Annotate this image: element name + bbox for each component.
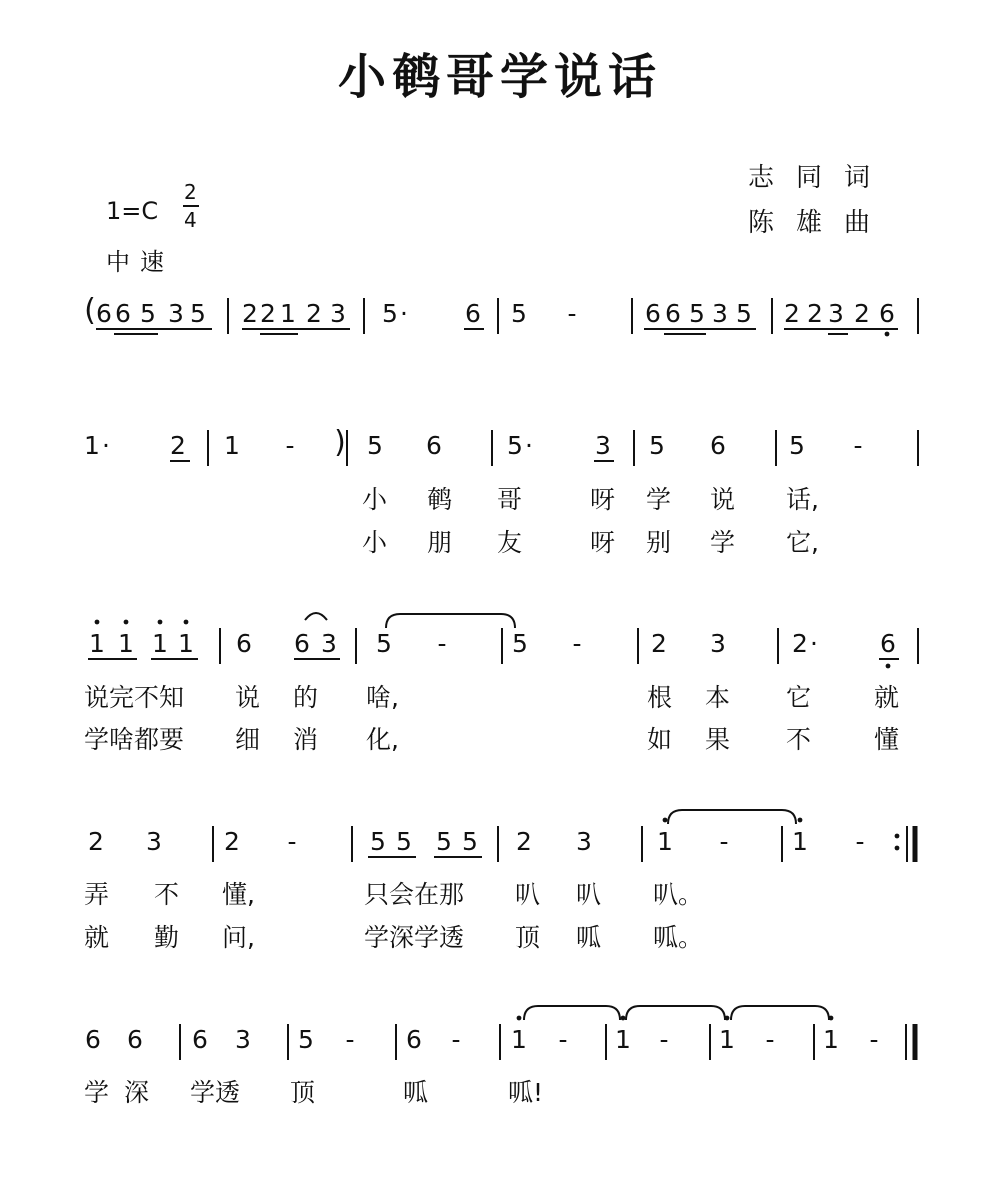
augmentation-dot: · [400,299,408,328]
note: 3 [168,299,184,328]
lyric-syllable: 不 [154,880,180,909]
note: 1 [657,827,673,856]
repeat-dot [895,846,900,851]
lyric-syllable: 呱。 [653,923,704,952]
lyric-syllable: 小 [362,485,388,514]
note: 6 [665,299,681,328]
lyric-syllable: 细 [235,725,261,754]
dash: - [567,299,577,328]
note: 6 [710,431,726,460]
key-signature: 1=C [106,197,159,225]
dash: - [659,1025,669,1054]
note: 3 [330,299,346,328]
dash: - [285,431,295,460]
lyric-syllable: 它 [786,683,812,712]
tie [668,810,796,824]
close-paren: ) [334,425,346,460]
note: 5 [689,299,705,328]
note: 2 [792,629,808,658]
note: 6 [465,299,481,328]
lyric-syllable: 叭 [515,880,541,909]
lyric-syllable: 呀 [590,528,616,557]
dash: - [572,629,582,658]
note: 6 [294,629,310,658]
lyric-syllable: 就 [84,923,110,952]
note: 5 [370,827,386,856]
dash: - [869,1025,879,1054]
lyric-syllable: 话, [786,485,819,514]
dash: - [437,629,447,658]
high-octave-dot [124,620,129,625]
lyric-syllable: 根 [647,683,673,712]
dash: - [719,827,729,856]
high-octave-dot [663,818,668,823]
composer-credit: 陈雄曲 [748,208,893,238]
lyric-syllable: 懂, [222,880,255,909]
note: 5 [512,629,528,658]
note: 2 [854,299,870,328]
note: 5 [298,1025,314,1054]
note: 1 [511,1025,527,1054]
note: 3 [235,1025,251,1054]
slur [305,613,327,620]
note: 2 [807,299,823,328]
high-octave-dot [798,818,803,823]
lyric-syllable: 它, [786,528,819,557]
note: 2 [224,827,240,856]
note: 2 [88,827,104,856]
note: 3 [576,827,592,856]
augmentation-dot: · [102,431,110,460]
low-octave-dot [885,332,890,337]
lyric-syllable: 朋 [427,528,453,557]
tie [386,614,515,628]
note: 3 [595,431,611,460]
lyric-syllable: 学 [84,1078,110,1107]
dash: - [451,1025,461,1054]
lyric-syllable: 懂 [874,725,900,754]
note: 6 [85,1025,101,1054]
note: 2 [242,299,258,328]
lyric-syllable: 不 [786,725,812,754]
song-title: 小鹌哥学说话 [337,49,662,105]
lyric-syllable: 勤 [154,923,180,952]
lyric-syllable: 呀 [590,485,616,514]
note: 5 [649,431,665,460]
lyric-syllable: 学 [710,528,736,557]
note: 5 [367,431,383,460]
lyric-syllable: 学啥都要 [84,725,185,754]
time-signature-bottom: 4 [184,208,197,232]
lyric-syllable: 叭 [576,880,602,909]
lyric-syllable: 呱 [576,923,602,952]
note: 6 [127,1025,143,1054]
note: 5 [382,299,398,328]
note: 5 [511,299,527,328]
note: 1 [280,299,296,328]
lyric-syllable: 说 [710,485,736,514]
lyric-syllable: 啥, [366,683,399,712]
tie [524,1006,620,1020]
note: 1 [118,629,134,658]
note: 1 [792,827,808,856]
note: 1 [224,431,240,460]
note: 2 [516,827,532,856]
note: 6 [96,299,112,328]
lyric-syllable: 深 [124,1078,150,1107]
lyric-syllable: 本 [705,683,731,712]
augmentation-dot: · [525,431,533,460]
lyric-syllable: 哥 [497,485,523,514]
note: 5 [140,299,156,328]
lyric-syllable: 学 [646,485,672,514]
high-octave-dot [184,620,189,625]
note: 1 [89,629,105,658]
note: 1 [823,1025,839,1054]
lyric-syllable: 化, [366,725,399,754]
note: 5 [376,629,392,658]
high-octave-dot [517,1016,522,1021]
dash: - [765,1025,775,1054]
dash: - [287,827,297,856]
repeat-dot [895,834,900,839]
note: 6 [426,431,442,460]
note: 1 [178,629,194,658]
note: 2 [306,299,322,328]
note: 2 [651,629,667,658]
note: 2 [170,431,186,460]
lyric-syllable: 呱! [508,1078,544,1107]
note: 1 [615,1025,631,1054]
lyric-syllable: 弄 [84,880,110,909]
lyric-syllable: 只会在那 [364,880,465,909]
lyric-syllable: 的 [293,683,319,712]
lyric-syllable: 呱 [403,1078,429,1107]
lyric-syllable: 消 [293,725,319,754]
high-octave-dot [621,1016,626,1021]
note: 1 [84,431,100,460]
note: 5 [436,827,452,856]
lyric-syllable: 顶 [515,923,541,952]
note: 2 [784,299,800,328]
lyric-syllable: 友 [497,528,523,557]
note: 1 [719,1025,735,1054]
note: 5 [507,431,523,460]
time-signature-top: 2 [184,180,197,204]
lyric-syllable: 如 [647,725,673,754]
dash: - [345,1025,355,1054]
low-octave-dot [886,664,891,669]
note: 6 [192,1025,208,1054]
lyric-syllable: 叭。 [653,880,704,909]
high-octave-dot [95,620,100,625]
lyric-syllable: 小 [362,528,388,557]
high-octave-dot [158,620,163,625]
note: 6 [406,1025,422,1054]
note: 6 [236,629,252,658]
lyric-syllable: 顶 [290,1078,316,1107]
note: 6 [645,299,661,328]
lyric-syllable: 鹌 [427,485,453,514]
lyric-syllable: 说 [235,683,261,712]
note: 6 [115,299,131,328]
lyric-syllable: 说完不知 [84,683,185,712]
dash: - [558,1025,568,1054]
note: 3 [146,827,162,856]
lyric-syllable: 别 [646,528,672,557]
augmentation-dot: · [810,629,818,658]
dash: - [855,827,865,856]
note: 5 [789,431,805,460]
note: 3 [712,299,728,328]
lyricist-credit: 志同词 [748,163,893,193]
lyric-syllable: 就 [874,683,900,712]
tie [731,1006,829,1020]
note: 5 [396,827,412,856]
note: 1 [152,629,168,658]
lyric-syllable: 学深学透 [364,923,465,952]
note: 6 [879,299,895,328]
open-paren: ( [84,293,96,328]
note: 3 [321,629,337,658]
note: 3 [710,629,726,658]
lyric-syllable: 果 [705,725,731,754]
note: 2 [260,299,276,328]
dash: - [853,431,863,460]
note: 5 [736,299,752,328]
note: 6 [880,629,896,658]
note: 5 [190,299,206,328]
tie [626,1006,725,1020]
note: 3 [828,299,844,328]
tempo-marking: 中速 [106,248,174,276]
note: 5 [462,827,478,856]
lyric-syllable: 问, [222,923,255,952]
lyric-syllable: 学透 [190,1078,241,1107]
